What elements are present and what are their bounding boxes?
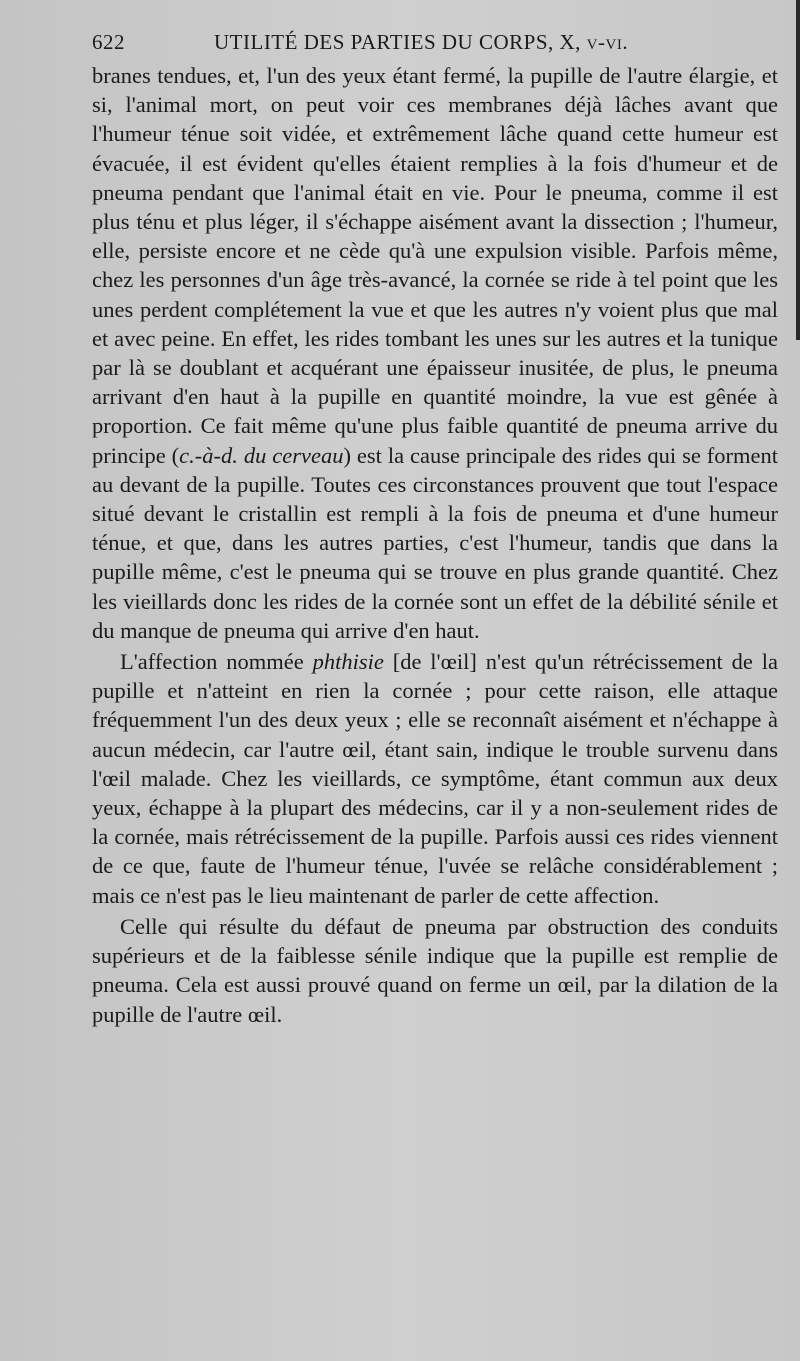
page-number: 622 [92,30,125,54]
paragraph-2-segment-3: [de l'œil] n'est qu'un rétrécissement de la pupille et n'atteint en rien la cornée ; pour cette raison, elle attaque fréquemment l'un des deux yeux ; elle se reconnaît aisément et n'échappe à aucun médecin, car l'autre œil, étant sain, indique le trouble survenu dans l'œil malade. Chez les vieillards, ce symptôme, étant commun aux deux yeux, échappe à la plupart des médecins, car il y a non-seulement rides de la cornée, mais rétrécissement de la pupille. Parfois aussi ces rides viennent de ce que, faute de l'humeur ténue, l'uvée se relâche considérablement ; mais ce n'est pas le lieu maintenant de parler de cette affection. [92,649,778,908]
paragraph-2-segment-2: phthisie [312,649,384,675]
paragraph-2-segment-1: L'affection nommée [120,649,313,675]
body-text [92,61,778,1031]
running-title: UTILITÉ DES PARTIES DU CORPS, X, v-vi. [214,30,629,54]
page-edge-shadow [796,0,800,340]
page-header [92,30,778,64]
paragraph-1 [92,61,778,645]
paragraph-1-segment-2: c.-à-d. du cerveau [179,442,344,468]
paragraph-3 [92,912,778,1029]
paragraph-3-segment-1: Celle qui résulte du défaut de pneuma par obstruction des conduits supérieurs et de la faiblesse sénile indique que la pupille est remplie de pneuma. Cela est aussi prouvé quand on ferme un œil, par la dilation de la pupille de l'autre œil. [92,913,778,1027]
paragraph-2 [92,647,778,910]
paragraph-1-segment-3: ) est la cause principale des rides qui se forment au devant de la pupille. Toutes ces circonstances prouvent que tout l'espace situé devant le cristallin est rempli à la fois de pneuma et d'une humeur ténue, et que, dans les autres parties, c'est l'humeur, tandis que dans la pupille même, c'est le pneuma qui se trouve en plus grande quantité. Chez les vieillards donc les rides de la cornée sont un effet de la débilité sénile et du manque de pneuma qui arrive d'en haut. [92,442,778,643]
paragraph-1-segment-1: branes tendues, et, l'un des yeux étant fermé, la pupille de l'autre élargie, et si, l'animal mort, on peut voir ces membranes déjà lâches avant que l'humeur ténue soit vidée, et extrêmement lâche quand cette humeur est évacuée, il est évident qu'elles étaient remplies à la fois d'humeur et de pneuma pendant que l'animal était en vie. Pour le pneuma, comme il est plus ténu et plus léger, il s'échappe aisément avant la dissection ; l'humeur, elle, persiste encore et ne cède qu'à une expulsion visible. Parfois même, chez les personnes d'un âge très-avancé, la cornée se ride à tel point que les unes perdent complétement la vue et que les autres n'y voient plus que mal et avec peine. En effet, les rides tombant les unes sur les autres et la tunique par là se doublant et acquérant une épaisseur inusitée, de plus, le pneuma arrivant d'en haut à la pupille en quantité moindre, la vue est gênée à proportion. Ce fait même qu'une plus faible quantité de pneuma arrive du principe ( [92,63,778,468]
